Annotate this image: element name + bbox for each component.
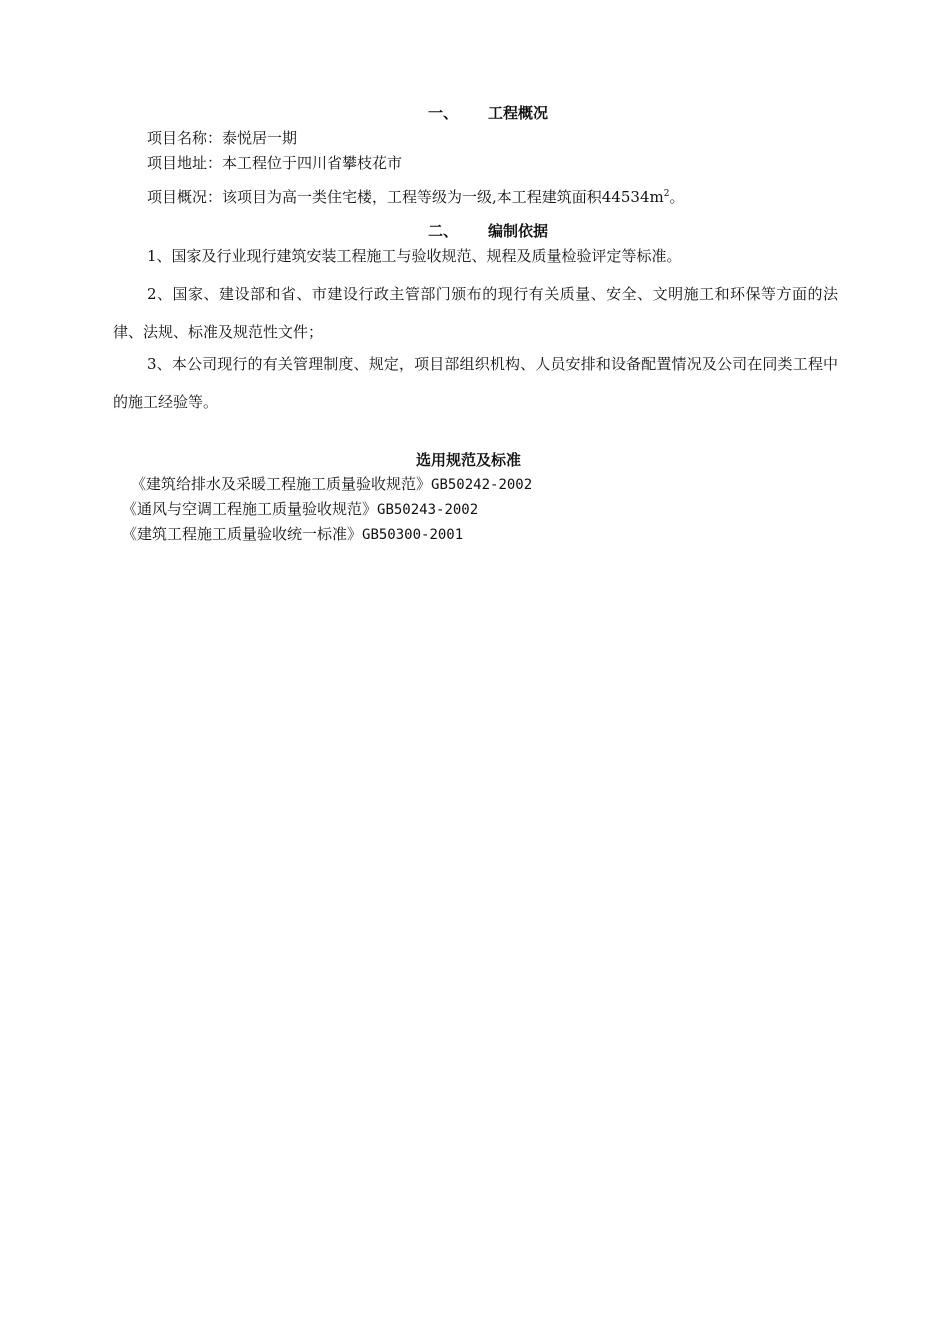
basis-item-2: 2、国家、建设部和省、市建设行政主管部门颁布的现行有关质量、安全、文明施工和环保等方面的法律、法规、标准及规范性文件； [113, 285, 838, 341]
standard-code: GB50243-2002 [377, 502, 479, 518]
project-overview-text: 该项目为高一类住宅楼，工程等级为一级,本工程建筑面积44534m [222, 188, 664, 206]
standard-item [122, 524, 463, 545]
section-title: 工程概况 [488, 104, 549, 122]
standard-name: 《建筑工程施工质量验收统一标准》 [122, 525, 363, 543]
section-heading-overview [428, 103, 548, 123]
standard-code: GB50242-2002 [431, 477, 533, 493]
project-overview-label: 项目概况： [147, 188, 223, 206]
standard-item [122, 499, 478, 520]
section-title: 编制依据 [488, 222, 549, 240]
standard-name: 《建筑给排水及采暖工程施工质量验收规范》 [131, 475, 432, 493]
standard-code: GB50300-2001 [362, 527, 464, 543]
standards-heading: 选用规范及标准 [416, 451, 522, 469]
basis-item-3: 3、本公司现行的有关管理制度、规定，项目部组织机构、人员安排和设备配置情况及公司在同类工程中的施工经验等。 [113, 355, 838, 411]
project-name-value: 泰悦居一期 [222, 129, 298, 147]
project-address-line [147, 153, 402, 173]
project-name-line [147, 128, 297, 148]
project-name-label: 项目名称： [147, 129, 223, 147]
section-number: 一、 [428, 104, 459, 122]
basis-item-1: 1、国家及行业现行建筑安装工程施工与验收规范、规程及质量检验评定等标准。 [147, 247, 682, 265]
project-address-value: 本工程位于四川省攀枝花市 [222, 154, 403, 172]
project-address-label: 项目地址： [147, 154, 223, 172]
project-overview-end: 。 [669, 188, 685, 206]
section-number: 二、 [428, 222, 459, 240]
project-overview-line [147, 187, 684, 207]
standard-name: 《通风与空调工程施工质量验收规范》 [122, 500, 378, 518]
unit-superscript: 2 [663, 189, 670, 199]
standard-item [131, 474, 532, 495]
